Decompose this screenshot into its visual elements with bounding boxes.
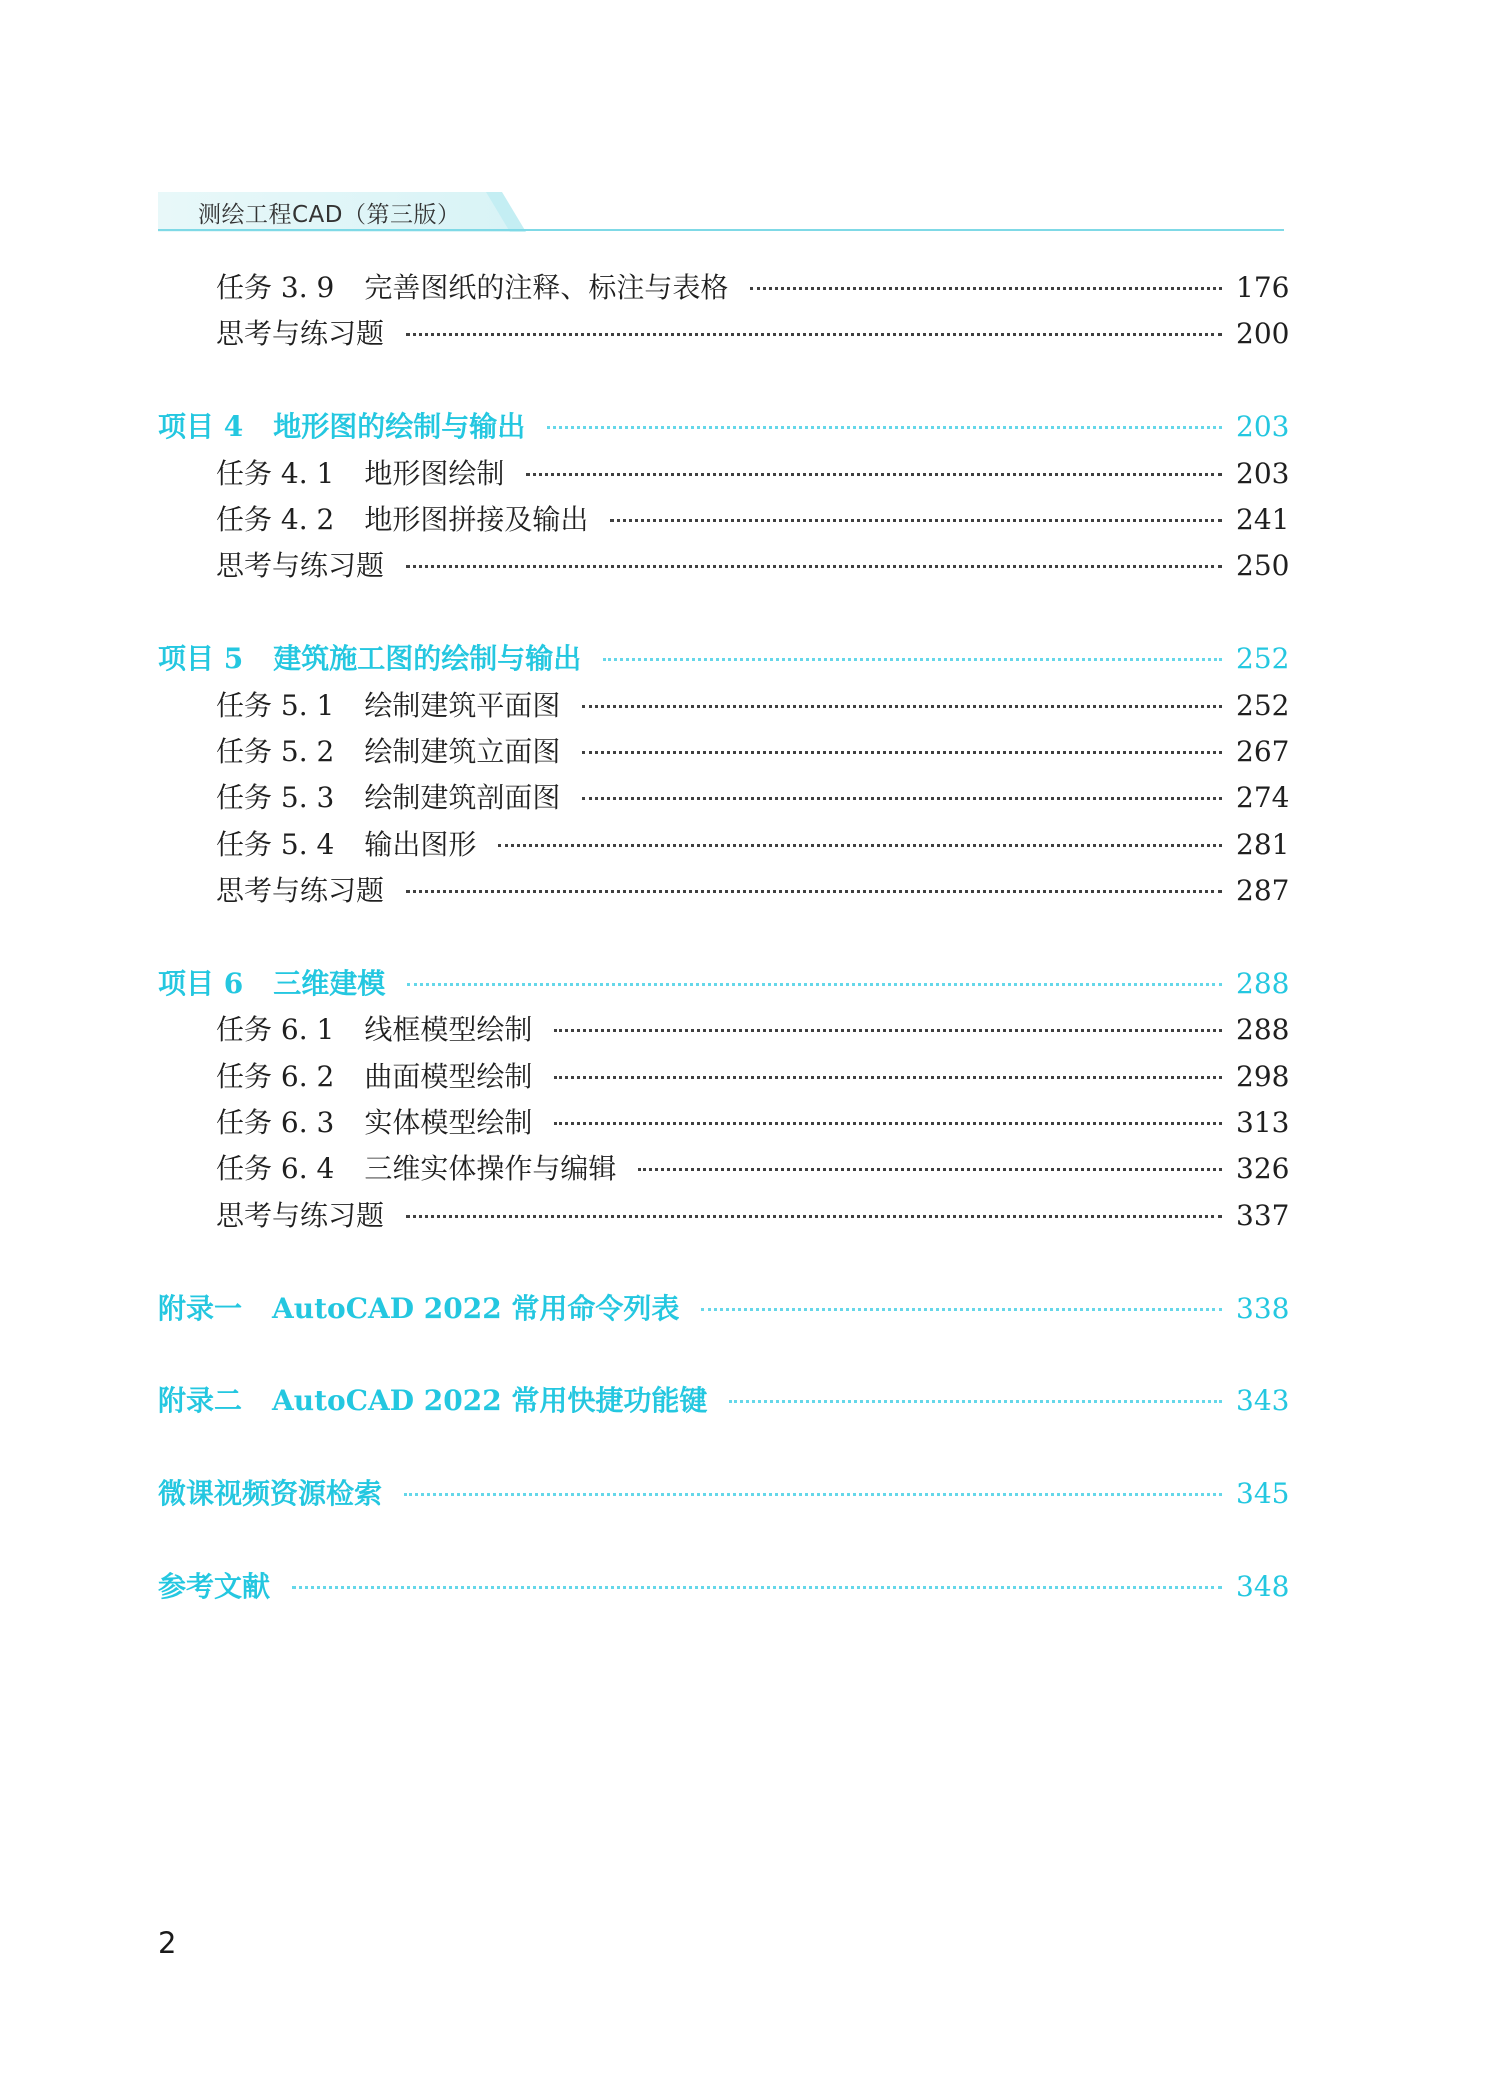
toc-dot-leader [406, 333, 1222, 336]
toc-entry-page: 287 [1236, 874, 1290, 908]
toc-dot-leader [407, 983, 1222, 986]
toc-entry-page: 313 [1236, 1106, 1290, 1140]
toc-entry-page: 281 [1236, 827, 1290, 861]
toc-entry-title: 绘制建筑立面图 [364, 734, 561, 768]
toc-task-entry[interactable] [158, 869, 1290, 915]
toc-dot-leader [406, 565, 1222, 568]
toc-entry-title: 实体模型绘制 [364, 1106, 533, 1140]
toc-task-entry[interactable] [158, 1147, 1290, 1193]
toc-entry-title: 思考与练习题 [216, 874, 385, 908]
toc-entry-label [216, 1055, 532, 1095]
toc-chapter-entry[interactable] [158, 1565, 1290, 1611]
toc-entry-title: 曲面模型绘制 [364, 1059, 533, 1093]
toc-dot-leader [638, 1168, 1222, 1171]
toc-entry-number: 任务 5. 1 [216, 688, 335, 722]
toc-chapter-entry[interactable] [158, 962, 1290, 1008]
toc-task-entry[interactable] [158, 452, 1290, 498]
page-number: 2 [158, 1926, 177, 1960]
running-header-title: 测绘工程CAD（第三版） [198, 202, 461, 228]
toc-entry-title: 绘制建筑剖面图 [364, 781, 561, 815]
toc-task-entry[interactable] [158, 1008, 1290, 1054]
toc-entry-label [216, 1147, 616, 1187]
table-of-contents [158, 266, 1290, 1611]
toc-entry-title: 思考与练习题 [216, 1198, 385, 1232]
toc-entry-title: AutoCAD 2022 常用快捷功能键 [272, 1384, 708, 1418]
toc-entry-label [216, 1194, 384, 1234]
toc-entry-page: 338 [1236, 1291, 1290, 1325]
toc-entry-title: 思考与练习题 [216, 549, 385, 583]
toc-dot-leader [582, 705, 1222, 708]
toc-entry-label [216, 1101, 532, 1141]
toc-entry-page: 337 [1236, 1198, 1290, 1232]
toc-entry-label [216, 544, 384, 584]
toc-entry-number: 附录一 [158, 1291, 243, 1325]
toc-entry-title: 输出图形 [364, 827, 477, 861]
toc-entry-number: 任务 3. 9 [216, 271, 335, 304]
toc-entry-page: 348 [1236, 1569, 1290, 1603]
toc-task-entry[interactable] [158, 823, 1290, 869]
toc-entry-number: 任务 6. 1 [216, 1013, 335, 1047]
toc-entry-title: 参考文献 [158, 1569, 271, 1603]
toc-dot-leader [406, 890, 1222, 893]
toc-chapter-entry[interactable] [158, 1287, 1290, 1333]
toc-dot-leader [554, 1029, 1222, 1032]
toc-dot-leader [547, 426, 1222, 429]
toc-entry-title: AutoCAD 2022 常用命令列表 [272, 1291, 680, 1325]
toc-entry-title: 三维建模 [273, 966, 386, 1000]
toc-entry-page: 203 [1236, 456, 1290, 490]
toc-entry-label [216, 823, 476, 863]
running-header-rule [158, 229, 1284, 231]
toc-entry-page: 176 [1236, 271, 1290, 304]
toc-entry-page: 252 [1236, 688, 1290, 722]
toc-chapter-entry[interactable] [158, 1379, 1290, 1425]
toc-entry-label [216, 312, 384, 352]
toc-entry-page: 326 [1236, 1152, 1290, 1186]
toc-dot-leader [729, 1400, 1222, 1403]
toc-task-entry[interactable] [158, 1101, 1290, 1147]
toc-entry-title: 绘制建筑平面图 [364, 688, 561, 722]
toc-entry-page: 288 [1236, 1013, 1290, 1047]
toc-entry-page: 288 [1236, 966, 1290, 1000]
toc-task-entry[interactable] [158, 312, 1290, 358]
toc-entry-title: 线框模型绘制 [364, 1013, 533, 1047]
toc-entry-number: 任务 5. 4 [216, 827, 335, 861]
toc-entry-title: 三维实体操作与编辑 [364, 1152, 617, 1186]
toc-entry-number: 任务 6. 4 [216, 1152, 335, 1186]
toc-chapter-entry[interactable] [158, 405, 1290, 451]
toc-entry-page: 203 [1236, 410, 1290, 444]
toc-task-entry[interactable] [158, 498, 1290, 544]
toc-entry-page: 298 [1236, 1059, 1290, 1093]
toc-entry-label [216, 1008, 532, 1048]
toc-entry-number: 任务 6. 3 [216, 1106, 335, 1140]
toc-entry-label [158, 1472, 382, 1512]
toc-entry-page: 200 [1236, 317, 1290, 351]
toc-entry-page: 241 [1236, 502, 1290, 536]
toc-entry-label [216, 776, 560, 816]
toc-entry-number: 项目 6 [158, 966, 244, 1000]
toc-entry-number: 任务 5. 2 [216, 734, 335, 768]
toc-entry-page: 252 [1236, 642, 1290, 676]
toc-entry-label [216, 869, 384, 909]
toc-entry-title: 地形图绘制 [364, 456, 505, 490]
toc-entry-label [216, 266, 728, 306]
toc-entry-number: 任务 5. 3 [216, 781, 335, 815]
toc-task-entry[interactable] [158, 730, 1290, 776]
toc-entry-page: 345 [1236, 1477, 1290, 1511]
toc-task-entry[interactable] [158, 776, 1290, 822]
toc-entry-label [216, 498, 588, 538]
toc-entry-page: 274 [1236, 781, 1290, 815]
toc-dot-leader [404, 1493, 1222, 1496]
toc-entry-number: 附录二 [158, 1384, 243, 1418]
toc-dot-leader [603, 658, 1222, 661]
toc-entry-title: 完善图纸的注释、标注与表格 [364, 271, 729, 304]
toc-entry-label [158, 1379, 707, 1419]
toc-dot-leader [406, 1215, 1222, 1218]
toc-entry-page: 343 [1236, 1384, 1290, 1418]
toc-dot-leader [610, 519, 1222, 522]
toc-task-entry[interactable] [158, 1194, 1290, 1240]
toc-entry-title: 微课视频资源检索 [158, 1477, 383, 1511]
toc-entry-number: 任务 6. 2 [216, 1059, 335, 1093]
toc-entry-title: 建筑施工图的绘制与输出 [273, 642, 582, 676]
toc-dot-leader [750, 287, 1222, 290]
toc-dot-leader [582, 751, 1222, 754]
toc-entry-label [158, 405, 525, 445]
toc-entry-label [158, 962, 385, 1002]
toc-dot-leader [526, 473, 1222, 476]
toc-entry-title: 思考与练习题 [216, 317, 385, 351]
toc-entry-page: 267 [1236, 734, 1290, 768]
toc-task-entry[interactable] [158, 684, 1290, 730]
toc-dot-leader [498, 844, 1222, 847]
toc-chapter-entry[interactable] [158, 637, 1290, 683]
toc-entry-number: 任务 4. 2 [216, 502, 335, 536]
toc-entry-label [216, 452, 504, 492]
toc-dot-leader [554, 1122, 1222, 1125]
toc-task-entry[interactable] [158, 1055, 1290, 1101]
toc-chapter-entry[interactable] [158, 1472, 1290, 1518]
toc-entry-title: 地形图的绘制与输出 [273, 410, 526, 444]
toc-entry-label [158, 1287, 679, 1327]
toc-entry-label [158, 1565, 270, 1605]
toc-task-entry[interactable] [158, 266, 1290, 312]
toc-entry-number: 项目 5 [158, 642, 244, 676]
toc-entry-page: 250 [1236, 549, 1290, 583]
toc-dot-leader [292, 1586, 1222, 1589]
toc-dot-leader [582, 797, 1222, 800]
toc-dot-leader [554, 1076, 1222, 1079]
toc-dot-leader [701, 1308, 1222, 1311]
toc-entry-label [158, 637, 581, 677]
toc-task-entry[interactable] [158, 544, 1290, 590]
toc-entry-title: 地形图拼接及输出 [364, 502, 589, 536]
toc-entry-number: 任务 4. 1 [216, 456, 335, 490]
toc-entry-label [216, 684, 560, 724]
toc-entry-label [216, 730, 560, 770]
toc-entry-number: 项目 4 [158, 410, 244, 444]
